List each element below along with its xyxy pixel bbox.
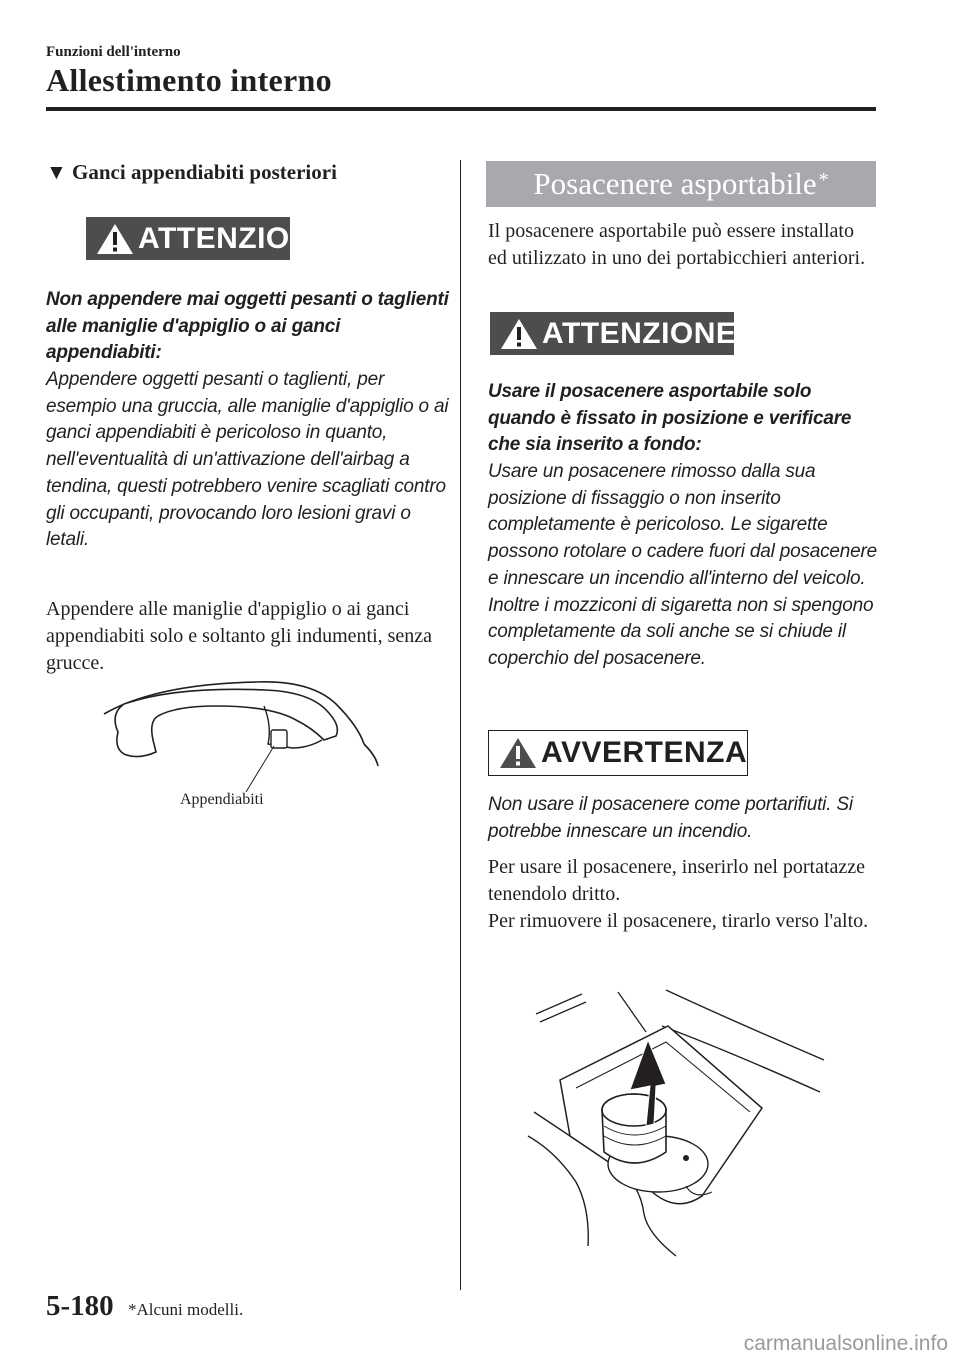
warning-body: Non usare il posacenere come portarifiuti. Si potrebbe innescare un incendio.	[488, 794, 853, 842]
intro-paragraph: Il posacenere asportabile può essere installato ed utilizzato in uno dei portabicchieri anteriori.	[488, 220, 866, 269]
caution-body-1: Appendere oggetti pesanti o taglienti, per esempio una gruccia, alle maniglie d'appiglio o ai ganci appendiabiti è pericoloso in quanto, nell'eventualità di un'attivazione dell'airbag a tendina, questi potrebbero venire scagliati contro gli occupanti, provocando loro lesioni gravi o letali.	[46, 369, 449, 551]
warning-triangle-icon	[500, 318, 538, 350]
hanger-paragraph: Appendere alle maniglie d'appiglio o ai ganci appendiabiti solo e soltanto gli indumenti, senza grucce.	[46, 598, 433, 674]
column-divider	[460, 160, 461, 1290]
warning-triangle-icon	[499, 737, 537, 769]
triangle-bullet-icon: ▼	[46, 160, 67, 184]
warning-badge	[488, 730, 748, 776]
warning-triangle-icon	[96, 223, 134, 255]
caution-lead-2: Usare il posacenere asportabile solo quando è fissato in posizione e verificare che sia inserito a fondo:	[488, 381, 852, 456]
caution-body-2: Usare un posacenere rimosso dalla sua posizione di fissaggio o non inserito completamente è pericoloso. Le sigarette possono rotolare o cadere fuori dal posacenere e innescare un incendio all'interno del veicolo. Inoltre i mozziconi di sigaretta non si spengono completamente da soli anche se si chiude il coperchio del posacenere.	[488, 461, 878, 669]
subheading	[46, 160, 337, 185]
some-models-marker: *	[818, 168, 829, 191]
caution-label: ATTENZIONE	[138, 221, 333, 255]
watermark: carmanualsonline.info	[743, 1332, 948, 1355]
warning-label: AVVERTENZA	[541, 736, 748, 769]
page-number: 5-180	[46, 1290, 114, 1322]
header-rule	[46, 107, 876, 111]
caution-badge-1	[86, 217, 333, 260]
caution-badge-2	[490, 312, 737, 355]
section-title-band	[486, 161, 876, 207]
usage-paragraph-1: Per usare il posacenere, inserirlo nel portatazze tenendolo dritto.	[488, 856, 866, 905]
page-title: Allestimento interno	[46, 62, 332, 98]
ashtray-illustration	[526, 986, 826, 1268]
caution-label: ATTENZIONE	[542, 316, 737, 350]
usage-paragraph-2: Per rimuovere il posacenere, tirarlo verso l'alto.	[488, 910, 869, 932]
footnote: *Alcuni modelli.	[128, 1300, 244, 1319]
running-header-section: Funzioni dell'interno	[46, 44, 181, 60]
caution-lead-1: Non appendere mai oggetti pesanti o taglienti alle maniglie d'appiglio o ai ganci appendiabiti:	[46, 289, 449, 364]
section-title: Posacenere asportabile	[533, 166, 817, 201]
subheading-text: Ganci appendiabiti posteriori	[72, 160, 337, 184]
figure-label-hanger: Appendiabiti	[180, 791, 264, 808]
